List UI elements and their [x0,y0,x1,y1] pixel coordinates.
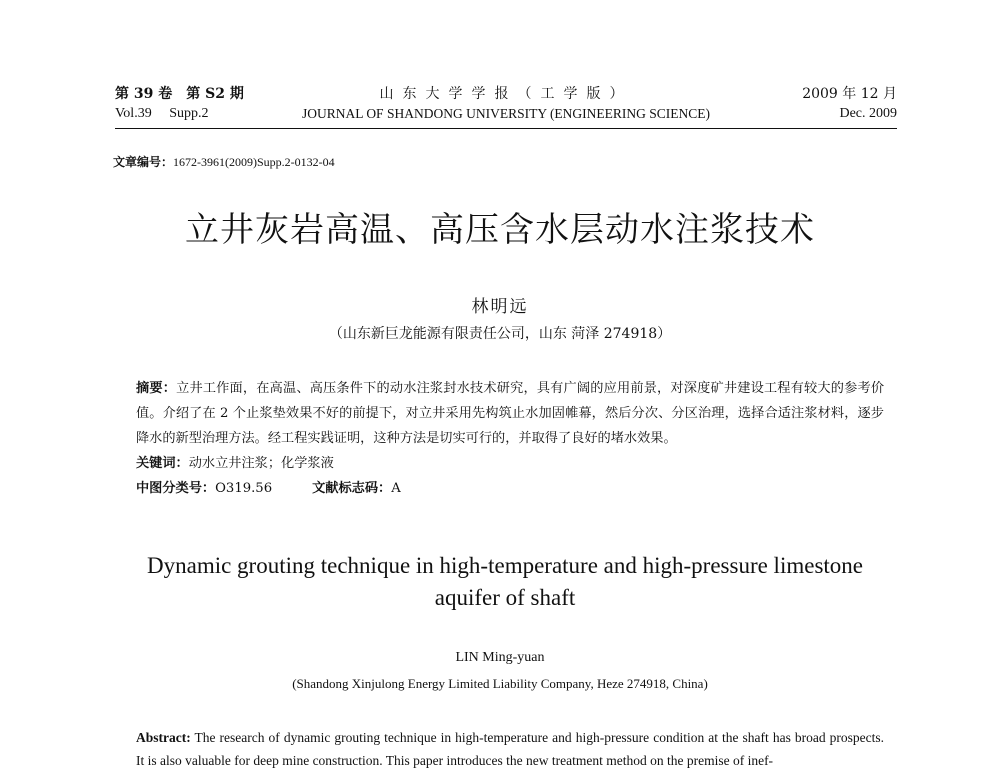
chinese-author: 林明远 [471,297,529,317]
chinese-keywords-label: 关键词： [136,456,189,471]
volume-issue-cn: 第 39 卷 第 S2 期 [115,86,244,102]
issue-date-cn: 2009 年 12 月 [802,86,897,102]
journal-name-cn: 山东大学学报（工学版） [379,86,633,102]
article-number-value: 1672-3961(2009)Supp.2-0132-04 [173,155,335,169]
english-abstract-text: The research of dynamic grouting technique in high-temperature and high-pressure condition at the shaft has broad prospects. It is also valuable for deep mine construction. This paper introduces the new treatment method on the premise of inef- [136,730,884,768]
chinese-abstract-text: 立井工作面，在高温、高压条件下的动水注浆封水技术研究，具有广阔的应用前景，对深度矿井建设工程有较大的参考价值。介绍了在 2 个止浆垫效果不好的前提下，对立井采用先构筑止水加固帷幕，然后分次、分区治理，选择合适注浆材料，逐步降水的新型治理方法。经工程实践证明，这种方法是切实可行的，并取得了良好的堵水效果。 [136,381,885,446]
clc-label: 中图分类号： [136,481,216,496]
chinese-keywords-text: 动水立井注浆；化学浆液 [188,456,334,471]
english-author: LIN Ming-yuan [455,650,545,665]
english-title: Dynamic grouting technique in high-temperature and high-pressure limestone aquifer of shaft [147,553,863,610]
article-number [113,153,335,170]
journal-name-en: JOURNAL OF SHANDONG UNIVERSITY (ENGINEERING SCIENCE) [301,106,711,121]
article-number-label: 文章编号： [113,155,174,169]
english-abstract [136,726,884,772]
issue-date-en: Dec. 2009 [839,106,897,121]
classification-line [136,476,401,501]
chinese-affiliation: （山东新巨龙能源有限责任公司，山东 菏泽 274918） [328,326,672,342]
english-abstract-label: Abstract: [136,730,191,745]
chinese-keywords [136,451,334,476]
clc-value: O319.56 [215,481,273,496]
journal-header [115,84,897,130]
document-code-label: 文献标志码： [312,481,392,496]
chinese-abstract-label: 摘要： [136,381,177,396]
document-code-value: A [391,481,401,496]
chinese-abstract [136,376,884,451]
english-affiliation: (Shandong Xinjulong Energy Limited Liability Company, Heze 274918, China) [292,676,708,691]
chinese-title: 立井灰岩高温、高压含水层动水注浆技术 [185,210,815,250]
volume-issue-en: Vol.39 Supp.2 [115,106,209,121]
header-rule [115,128,897,129]
